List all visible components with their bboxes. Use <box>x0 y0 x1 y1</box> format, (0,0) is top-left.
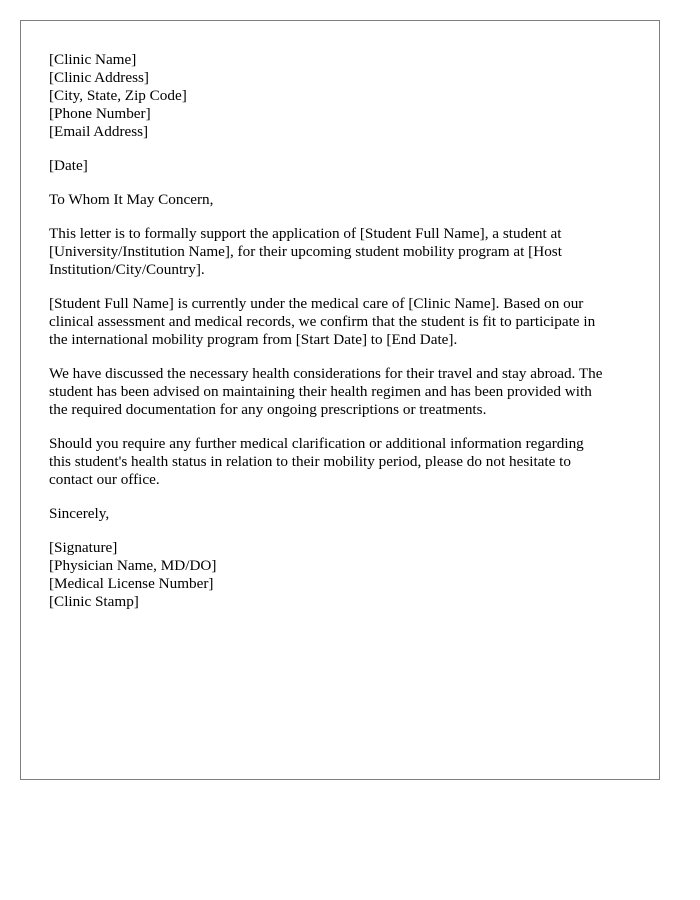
paragraph-line: Should you require any further medical clarification or additional information regarding <box>49 435 584 452</box>
medical-license-number: [Medical License Number] <box>49 575 214 592</box>
paragraph-line: contact our office. <box>49 471 160 488</box>
phone-number: [Phone Number] <box>49 105 151 122</box>
body-paragraph-medical-care <box>49 295 639 349</box>
closing-text: Sincerely, <box>49 505 110 522</box>
closing <box>49 505 639 523</box>
paragraph-line: clinical assessment and medical records, we confirm that the student is fit to participate in <box>49 313 596 330</box>
body-paragraph-health-considerations <box>49 365 639 419</box>
paragraph-line: [University/Institution Name], for their upcoming student mobility program at [Host <box>49 243 562 260</box>
physician-name: [Physician Name, MD/DO] <box>49 557 217 574</box>
clinic-address: [Clinic Address] <box>49 69 149 86</box>
paragraph-line: the required documentation for any ongoing prescriptions or treatments. <box>49 401 487 418</box>
paragraph-line: [Student Full Name] is currently under the medical care of [Clinic Name]. Based on our <box>49 295 584 312</box>
paragraph-line: the international mobility program from [Start Date] to [End Date]. <box>49 331 458 348</box>
salutation-text: To Whom It May Concern, <box>49 191 214 208</box>
paragraph-line: this student's health status in relation to their mobility period, please do not hesitate to <box>49 453 571 470</box>
body-paragraph-contact <box>49 435 639 489</box>
sender-address-block <box>49 51 639 141</box>
clinic-name: [Clinic Name] <box>49 51 137 68</box>
signature-block <box>49 539 639 611</box>
city-state-zip: [City, State, Zip Code] <box>49 87 187 104</box>
signature: [Signature] <box>49 539 118 556</box>
email-address: [Email Address] <box>49 123 149 140</box>
salutation <box>49 191 639 209</box>
letter-page <box>20 20 660 780</box>
body-paragraph-support <box>49 225 639 279</box>
paragraph-line: This letter is to formally support the application of [Student Full Name], a student at <box>49 225 562 242</box>
letter-content <box>49 51 639 627</box>
clinic-stamp: [Clinic Stamp] <box>49 593 139 610</box>
paragraph-line: We have discussed the necessary health considerations for their travel and stay abroad. The <box>49 365 603 382</box>
paragraph-line: Institution/City/Country]. <box>49 261 205 278</box>
paragraph-line: student has been advised on maintaining their health regimen and has been provided with <box>49 383 592 400</box>
date-text: [Date] <box>49 157 88 174</box>
letter-date <box>49 157 639 175</box>
